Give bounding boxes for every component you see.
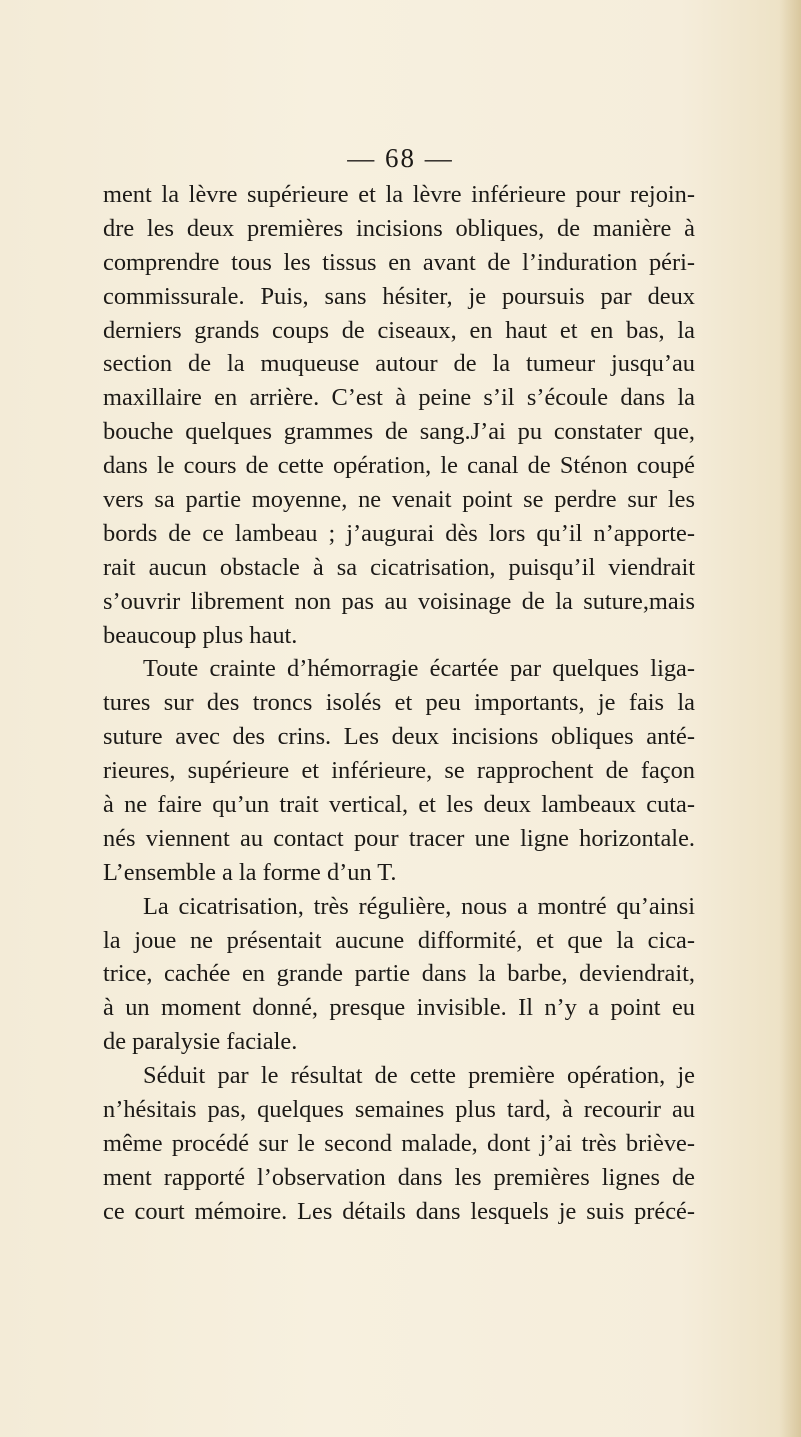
text-line: trice, cachée en grande partie dans la barbe, deviendrait, [103, 960, 695, 988]
text-line: ce court mémoire. Les détails dans lesquels je suis précé- [103, 1197, 695, 1225]
text-line: tures sur des troncs isolés et peu importants, je fais la [103, 689, 695, 717]
text-line: Séduit par le résultat de cette première opération, je [143, 1062, 695, 1090]
body-text [103, 178, 695, 1229]
text-line: La cicatrisation, très régulière, nous a montré qu’ainsi [143, 892, 695, 920]
page-edge-shadow [779, 0, 801, 1437]
text-line: beaucoup plus haut. [103, 621, 298, 649]
text-line: commissurale. Puis, sans hésiter, je poursuis par deux [103, 282, 695, 310]
text-line: même procédé sur le second malade, dont j’ai très briève- [103, 1129, 695, 1157]
text-line: à ne faire qu’un trait vertical, et les deux lambeaux cuta- [103, 791, 695, 819]
text-line: bouche quelques grammes de sang.J’ai pu constater que, [103, 418, 695, 446]
text-line: comprendre tous les tissus en avant de l’induration péri- [103, 248, 695, 276]
text-line: s’ouvrir librement non pas au voisinage de la suture,mais [103, 587, 695, 615]
text-line: Toute crainte d’hémorragie écartée par quelques liga- [143, 655, 695, 683]
text-line: suture avec des crins. Les deux incisions obliques anté- [103, 723, 695, 751]
text-line: la joue ne présentait aucune difformité, et que la cica- [103, 926, 695, 954]
text-line: derniers grands coups de ciseaux, en haut et en bas, la [103, 316, 695, 344]
text-line: ment la lèvre supérieure et la lèvre inférieure pour rejoin- [103, 181, 695, 208]
text-line: de paralysie faciale. [103, 1028, 298, 1056]
text-line: rait aucun obstacle à sa cicatrisation, puisqu’il viendrait [103, 553, 695, 581]
page-number: — 68 — [347, 143, 454, 173]
text-line: rieures, supérieure et inférieure, se rapprochent de façon [103, 757, 695, 785]
text-line: section de la muqueuse autour de la tumeur jusqu’au [103, 350, 695, 378]
text-line: bords de ce lambeau ; j’augurai dès lors qu’il n’apporte- [103, 519, 695, 547]
text-line: ment rapporté l’observation dans les premières lignes de [103, 1163, 695, 1191]
text-line: L’ensemble a la forme d’un T. [103, 858, 397, 886]
text-line: dre les deux premières incisions obliques, de manière à [103, 214, 695, 242]
text-line: à un moment donné, presque invisible. Il n’y a point eu [103, 994, 695, 1022]
text-line: vers sa partie moyenne, ne venait point se perdre sur les [103, 486, 695, 514]
text-line: n’hésitais pas, quelques semaines plus tard, à recourir au [103, 1096, 695, 1124]
text-line: dans le cours de cette opération, le canal de Sténon coupé [103, 452, 695, 480]
text-line: maxillaire en arrière. C’est à peine s’il s’écoule dans la [103, 384, 695, 412]
text-line: nés viennent au contact pour tracer une ligne horizontale. [103, 824, 695, 852]
